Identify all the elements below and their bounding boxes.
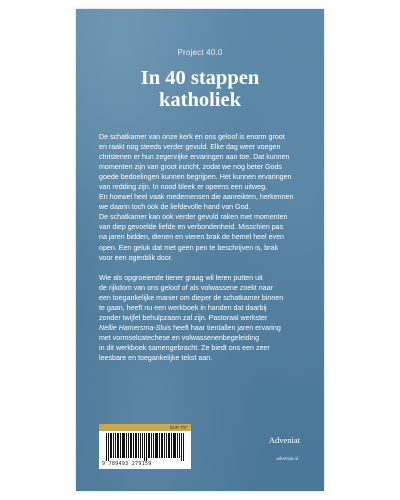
- text-line: te gaan, heeft nu een werkboek in handen dat daarbij: [99, 303, 267, 312]
- text-line: De schatkamer kan ook verder gevuld raken met momenten: [99, 213, 288, 222]
- isbn-number: 9 789493 279159: [102, 461, 152, 467]
- text-line: zonder twijfel behulpzaam zal zijn. Pastoraal werkster: [99, 313, 268, 322]
- text-line: en raakt nog steeds verder gevuld. Elke dag weer voegen: [99, 143, 281, 152]
- blurb: [99, 132, 311, 363]
- text-line: Wie als opgroeiende tiener graag wil leren putten uit: [99, 273, 263, 282]
- text-line: we daarin toch ook de liefdevolle hand van God.: [99, 203, 251, 212]
- text-line: voor een ogenblik door.: [99, 253, 173, 262]
- text-line: met vormselcatechese en volwassenenbegeleiding: [99, 333, 260, 342]
- barcode-bars: [106, 433, 186, 461]
- text-line: christenen er hun zegenrijke ervaringen aan toe. Dat kunnen: [99, 153, 290, 162]
- blurb-paragraph-2: [99, 273, 311, 363]
- author-name: Nellie Hamersma-Sluis: [99, 323, 172, 332]
- text-line: momenten zijn van groot inzicht, zodat we nog beter Gods: [99, 163, 282, 172]
- book-title: [76, 67, 324, 111]
- author-line-rest: heeft haar tientallen jaren ervaring: [171, 323, 281, 332]
- text-line: een toegankelijke manier om dieper de schatkamer binnen: [99, 293, 284, 302]
- book-title-line-2: katholiek: [158, 89, 242, 111]
- text-line: van diep gevoelde liefde en verbondenheid. Misschien pas: [99, 223, 284, 232]
- isbn-barcode: [99, 424, 191, 469]
- text-line: De schatkamer van onze kerk en ons geloof is enorm groot: [99, 133, 285, 141]
- text-line: open. Een geluk dat met geen pen te beschrijven is, brak: [99, 243, 279, 252]
- text-line: En hoewel heel vaak medemensen die aanreikten, herkennen: [99, 193, 294, 202]
- text-line-author: [99, 323, 311, 333]
- text-line: in dit werkboek samengebracht. Ze biedt ons een zeer: [99, 343, 270, 352]
- blurb-paragraph-1: [99, 132, 311, 263]
- text-line: goede bedoelingen kunnen begrijpen. Het kunnen ervaringen: [99, 173, 292, 182]
- text-line: leesbare en toegankelijke tekst aan.: [99, 353, 213, 362]
- text-line: van redding zijn. In nood bleek er opeens een uitweg.: [99, 183, 268, 192]
- publisher-url: adveniat.nl: [276, 456, 298, 461]
- book-title-line-1: In 40 stappen: [140, 67, 260, 89]
- publisher-logo: Adveniat: [268, 435, 300, 445]
- text-line: de rijkdom van ons geloof of als volwassene zoekt naar: [99, 283, 273, 292]
- text-line: na jaren bidden, dienen en vieren brak de hemel heel even: [99, 233, 284, 242]
- nur-label: NUR 707: [99, 424, 191, 431]
- book-back-cover: [76, 9, 324, 491]
- series-label: Project 40.0: [177, 48, 223, 57]
